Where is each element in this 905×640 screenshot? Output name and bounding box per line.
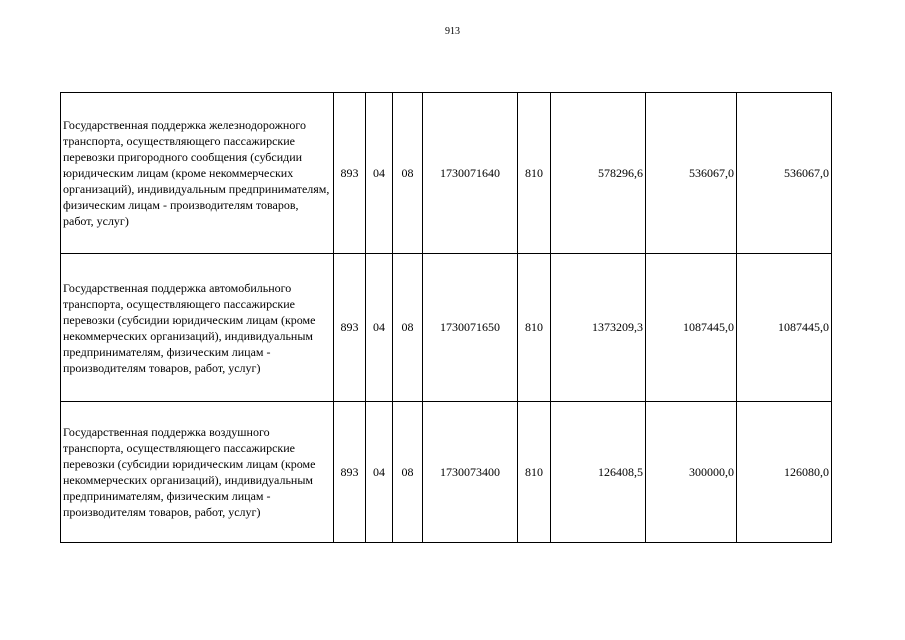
- amount-1: 1373209,3: [551, 254, 646, 402]
- amount-2: 300000,0: [646, 402, 737, 543]
- target-article-code: 1730073400: [423, 402, 518, 543]
- table-row: [61, 93, 832, 254]
- section-code: 04: [366, 402, 393, 543]
- expense-type-code: 810: [518, 254, 551, 402]
- row-description: Государственная поддержка воздушного транспорта, осуществляющего пассажирские перевозки (субсидии юридическим лицам (кроме некоммерческих организаций), индивидуальным предпринимателям, физическим лицам - производителям товаров, работ, услуг): [61, 402, 334, 543]
- amount-1: 126408,5: [551, 402, 646, 543]
- row-description: Государственная поддержка железнодорожного транспорта, осуществляющего пассажирские перевозки пригородного сообщения (субсидии юридическим лицам (кроме некоммерческих организаций), индивидуальным предпринимателям, физическим лицам - производителям товаров, работ, услуг): [61, 93, 334, 254]
- row-description: Государственная поддержка автомобильного транспорта, осуществляющего пассажирские перевозки (субсидии юридическим лицам (кроме некоммерческих организаций), индивидуальным предпринимателям, физическим лицам - производителям товаров, работ, услуг): [61, 254, 334, 402]
- page-number: 913: [445, 26, 460, 37]
- target-article-code: 1730071640: [423, 93, 518, 254]
- table-row: [61, 402, 832, 543]
- subsection-code: 08: [393, 93, 423, 254]
- section-code: 04: [366, 93, 393, 254]
- table-row: [61, 254, 832, 402]
- ministry-code: 893: [334, 402, 366, 543]
- ministry-code: 893: [334, 254, 366, 402]
- target-article-code: 1730071650: [423, 254, 518, 402]
- amount-3: 126080,0: [737, 402, 832, 543]
- subsection-code: 08: [393, 402, 423, 543]
- subsection-code: 08: [393, 254, 423, 402]
- amount-3: 536067,0: [737, 93, 832, 254]
- amount-1: 578296,6: [551, 93, 646, 254]
- amount-3: 1087445,0: [737, 254, 832, 402]
- expense-type-code: 810: [518, 402, 551, 543]
- budget-table: [60, 92, 832, 543]
- expense-type-code: 810: [518, 93, 551, 254]
- amount-2: 536067,0: [646, 93, 737, 254]
- ministry-code: 893: [334, 93, 366, 254]
- amount-2: 1087445,0: [646, 254, 737, 402]
- section-code: 04: [366, 254, 393, 402]
